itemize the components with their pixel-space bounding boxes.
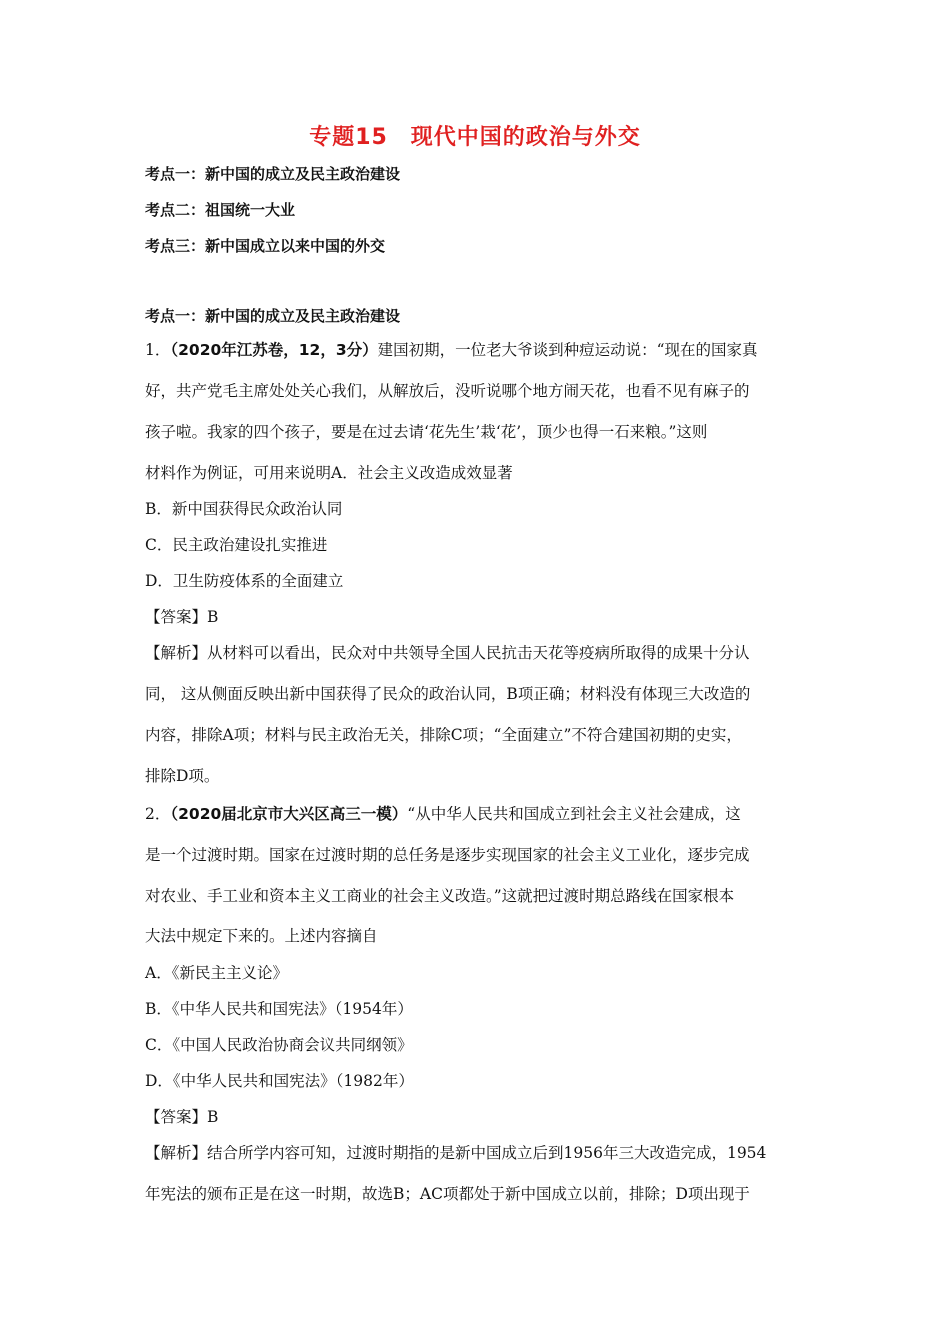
q1-analysis-text-1: 从材料可以看出，民众对中共领导全国人民抗击天花等疫病所取得的成果十分认 <box>207 644 750 662</box>
q1-option-c: C．民主政治建设扎实推进 <box>145 536 328 554</box>
q2-option-c: C．《中国人民政治协商会议共同纲领》 <box>145 1036 413 1054</box>
q1-stem-text-1: 建国初期，一位老大爷谈到种痘运动说：“现在的国家真 <box>377 341 758 359</box>
q1-number: 1． <box>145 341 171 359</box>
toc-item-1: 考点一：新中国的成立及民主政治建设 <box>145 165 401 183</box>
q2-analysis-line-1 <box>145 1143 766 1163</box>
q1-source: （2020年江苏卷，12，3分） <box>170 341 378 359</box>
q2-option-b: B．《中华人民共和国宪法》（1954年） <box>145 1000 413 1018</box>
q2-analysis-line-2: 年宪法的颁布正是在这一时期，故选B；AC项都处于新中国成立以前，排除；D项出现于 <box>145 1185 750 1203</box>
q1-answer-tag: 【答案】 <box>145 608 208 626</box>
q1-option-d: D．卫生防疫体系的全面建立 <box>145 572 344 590</box>
toc-item-2: 考点二：祖国统一大业 <box>145 201 296 219</box>
q2-stem-line-1 <box>145 804 741 824</box>
q2-answer-value: B <box>207 1108 219 1126</box>
q1-stem-line-2: 好，共产党毛主席处处关心我们，从解放后，没听说哪个地方闹天花，也看不见有麻子的 <box>145 382 750 400</box>
q1-answer-value: B <box>207 608 219 626</box>
q2-number: 2． <box>145 805 171 823</box>
q2-stem-line-4: 大法中规定下来的。上述内容摘自 <box>145 927 378 945</box>
q1-answer <box>145 607 218 627</box>
q1-option-b: B．新中国获得民众政治认同 <box>145 500 343 518</box>
q1-stem-line-1 <box>145 340 758 360</box>
q2-answer-tag: 【答案】 <box>145 1108 208 1126</box>
page-title: 专题15 现代中国的政治与外交 <box>309 125 641 150</box>
q2-analysis-text-1: 结合所学内容可知，过渡时期指的是新中国成立后到1956年三大改造完成，1954 <box>207 1144 767 1162</box>
q1-analysis-tag: 【解析】 <box>145 644 208 662</box>
q1-analysis-line-1 <box>145 643 750 663</box>
q2-option-a: A．《新民主主义论》 <box>145 964 288 982</box>
q2-stem-line-2: 是一个过渡时期。国家在过渡时期的总任务是逐步实现国家的社会主义工业化，逐步完成 <box>145 846 750 864</box>
q1-analysis-line-2: 同， 这从侧面反映出新中国获得了民众的政治认同，B项正确；材料没有体现三大改造的 <box>145 685 751 703</box>
q2-option-d: D．《中华人民共和国宪法》（1982年） <box>145 1072 414 1090</box>
q1-stem-line-4: 材料作为例证，可用来说明A．社会主义改造成效显著 <box>145 464 513 482</box>
q2-source: （2020届北京市大兴区高三一模） <box>170 805 408 823</box>
section-heading: 考点一：新中国的成立及民主政治建设 <box>145 307 401 325</box>
q2-analysis-tag: 【解析】 <box>145 1144 208 1162</box>
q1-stem-line-3: 孩子啦。我家的四个孩子，要是在过去请‘花先生’栽‘花’，顶少也得一石来粮。”这则 <box>145 423 708 441</box>
q1-analysis-line-3: 内容，排除A项；材料与民主政治无关，排除C项；“全面建立”不符合建国初期的史实， <box>145 726 742 744</box>
q2-answer <box>145 1107 218 1127</box>
q1-analysis-line-4: 排除D项。 <box>145 767 220 785</box>
q2-stem-text-1: “从中华人民共和国成立到社会主义社会建成，这 <box>407 805 741 823</box>
q2-stem-line-3: 对农业、手工业和资本主义工商业的社会主义改造。”这就把过渡时期总路线在国家根本 <box>145 887 735 905</box>
toc-item-3: 考点三：新中国成立以来中国的外交 <box>145 237 386 255</box>
